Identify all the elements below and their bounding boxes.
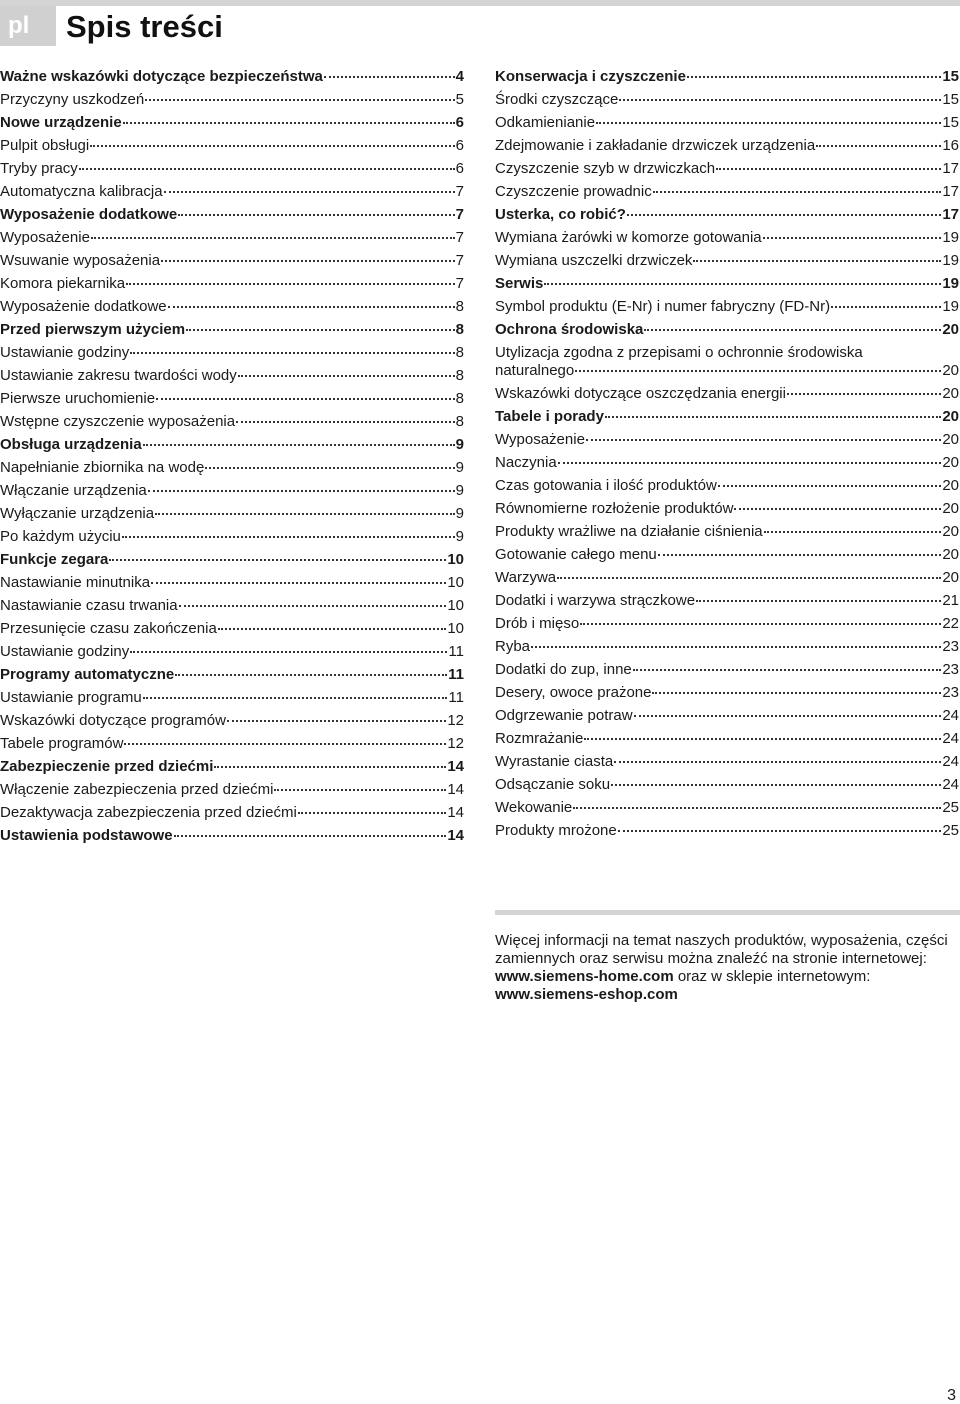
toc-entry[interactable]	[0, 160, 464, 178]
toc-entry-title: Czas gotowania i ilość produktów	[495, 477, 717, 494]
toc-entry-title: Gotowanie całego menu	[495, 546, 657, 563]
toc-leader-dots	[274, 789, 446, 791]
info-paragraph	[495, 932, 950, 1004]
toc-entry[interactable]	[0, 298, 464, 316]
toc-entry[interactable]	[0, 712, 464, 730]
toc-entry[interactable]	[0, 505, 464, 523]
toc-page-number: 23	[942, 638, 959, 655]
toc-entry[interactable]	[495, 477, 959, 495]
toc-entry[interactable]	[0, 68, 464, 86]
toc-leader-dots	[168, 306, 455, 308]
toc-page-number: 20	[942, 454, 959, 471]
toc-page-number: 7	[455, 206, 464, 223]
toc-leader-dots	[90, 145, 454, 147]
toc-leader-dots	[156, 398, 455, 400]
toc-page-number: 8	[455, 390, 464, 407]
toc-page-number: 23	[942, 661, 959, 678]
toc-page-number: 7	[455, 229, 464, 246]
toc-entry[interactable]	[495, 160, 959, 178]
toc-leader-dots	[164, 191, 455, 193]
toc-leader-dots	[653, 191, 942, 193]
toc-entry[interactable]	[495, 799, 959, 817]
toc-entry[interactable]	[495, 684, 959, 702]
toc-leader-dots	[91, 237, 455, 239]
toc-page-number: 24	[942, 753, 959, 770]
toc-entry[interactable]	[495, 385, 959, 403]
toc-leader-dots	[236, 421, 455, 423]
toc-leader-dots	[716, 168, 941, 170]
toc-entry-title: Napełnianie zbiornika na wodę	[0, 459, 205, 476]
toc-entry[interactable]	[0, 735, 464, 753]
toc-entry-title: Wsuwanie wyposażenia	[0, 252, 161, 269]
toc-entry[interactable]	[0, 620, 464, 638]
eshop-link[interactable]: www.siemens-eshop.com	[495, 986, 678, 1003]
toc-entry[interactable]	[495, 500, 959, 518]
toc-leader-dots	[687, 76, 941, 78]
toc-leader-dots	[126, 283, 455, 285]
toc-entry-title: Konserwacja i czyszczenie	[495, 68, 686, 85]
toc-entry-title: Wymiana żarówki w komorze gotowania	[495, 229, 762, 246]
toc-page-number: 14	[447, 804, 464, 821]
toc-entry-title: Odkamienianie	[495, 114, 596, 131]
toc-leader-dots	[143, 697, 448, 699]
toc-entry-title: Wyłączanie urządzenia	[0, 505, 155, 522]
toc-entry[interactable]	[0, 114, 464, 132]
toc-entry[interactable]	[0, 643, 464, 661]
toc-entry-title: Przesunięcie czasu zakończenia	[0, 620, 217, 637]
toc-entry-title: Funkcje zegara	[0, 551, 109, 568]
toc-page-number: 12	[447, 735, 464, 752]
toc-entry-title: Produkty mrożone	[495, 822, 617, 839]
page-number: 3	[947, 1387, 956, 1404]
toc-leader-dots	[573, 807, 941, 809]
toc-page-number: 9	[455, 528, 464, 545]
toc-page-number: 15	[942, 114, 959, 131]
toc-leader-dots	[558, 462, 942, 464]
toc-page-number: 15	[942, 68, 959, 85]
toc-leader-dots	[584, 738, 941, 740]
toc-entry[interactable]	[495, 707, 959, 725]
toc-entry-title: Wyposażenie dodatkowe	[0, 298, 167, 315]
website-link[interactable]: www.siemens-home.com	[495, 968, 674, 985]
info-text: oraz w sklepie internetowym:	[673, 968, 871, 985]
toc-page-number: 6	[455, 160, 464, 177]
toc-page-number: 21	[942, 592, 959, 609]
toc-leader-dots	[148, 490, 455, 492]
toc-leader-dots	[718, 485, 942, 487]
toc-entry[interactable]	[495, 206, 959, 224]
toc-entry[interactable]	[0, 689, 464, 707]
toc-page-number: 15	[942, 91, 959, 108]
toc-page-number: 20	[942, 500, 959, 517]
toc-leader-dots	[174, 835, 447, 837]
toc-entry[interactable]	[495, 91, 959, 109]
toc-leader-dots	[155, 513, 455, 515]
toc-entry-title: Drób i mięso	[495, 615, 580, 632]
toc-leader-dots	[557, 577, 941, 579]
toc-page-number: 19	[942, 275, 959, 292]
toc-leader-dots	[544, 283, 941, 285]
toc-page-number: 20	[942, 321, 959, 338]
toc-entry[interactable]	[0, 758, 464, 776]
toc-page-number: 6	[455, 137, 464, 154]
toc-entry-title: Dodatki do zup, inne	[495, 661, 632, 678]
toc-entry-title: Czyszczenie szyb w drzwiczkach	[495, 160, 716, 177]
toc-leader-dots	[586, 439, 941, 441]
toc-entry[interactable]	[0, 597, 464, 615]
toc-entry[interactable]	[0, 827, 464, 845]
toc-page-number: 19	[942, 252, 959, 269]
toc-entry[interactable]	[0, 666, 464, 684]
toc-entry-title: Nastawianie czasu trwania	[0, 597, 178, 614]
toc-entry[interactable]	[495, 638, 959, 656]
toc-page-number: 22	[942, 615, 959, 632]
toc-entry[interactable]	[0, 367, 464, 385]
toc-entry[interactable]	[495, 321, 959, 339]
toc-page-number: 20	[942, 362, 959, 379]
toc-entry[interactable]	[495, 68, 959, 86]
toc-leader-dots	[124, 743, 446, 745]
toc-column-left	[0, 68, 464, 850]
toc-entry-title: Wskazówki dotyczące oszczędzania energii	[495, 385, 786, 402]
toc-entry[interactable]	[495, 408, 959, 426]
toc-leader-dots	[633, 669, 942, 671]
toc-leader-dots	[596, 122, 941, 124]
toc-page-number: 9	[455, 505, 464, 522]
toc-page-number: 17	[942, 183, 959, 200]
toc-entry-title: Serwis	[495, 275, 544, 292]
toc-entry-title: Wymiana uszczelki drzwiczek	[495, 252, 693, 269]
language-badge: pl	[0, 6, 56, 46]
toc-page-number: 16	[942, 137, 959, 154]
toc-entry-title: Czyszczenie prowadnic	[495, 183, 652, 200]
toc-page-number: 20	[942, 569, 959, 586]
toc-page-number: 9	[455, 482, 464, 499]
toc-entry-title: Wskazówki dotyczące programów	[0, 712, 226, 729]
toc-entry[interactable]	[495, 546, 959, 564]
toc-leader-dots	[143, 444, 455, 446]
toc-page-number: 17	[942, 160, 959, 177]
toc-page-number: 9	[455, 459, 464, 476]
toc-entry-title: Odgrzewanie potraw	[495, 707, 633, 724]
toc-entry-title: Ochrona środowiska	[495, 321, 644, 338]
toc-entry[interactable]	[495, 229, 959, 247]
toc-leader-dots	[531, 646, 941, 648]
toc-entry-title: Ważne wskazówki dotyczące bezpieczeństwa	[0, 68, 323, 85]
toc-leader-dots	[145, 99, 454, 101]
toc-leader-dots	[627, 214, 941, 216]
toc-leader-dots	[644, 329, 941, 331]
toc-entry-title: Wstępne czyszczenie wyposażenia	[0, 413, 236, 430]
toc-leader-dots	[175, 674, 447, 676]
toc-leader-dots	[151, 582, 446, 584]
toc-entry-title: Odsączanie soku	[495, 776, 611, 793]
info-divider	[495, 910, 960, 915]
toc-entry-title: Środki czyszczące	[495, 91, 619, 108]
toc-page-number: 25	[942, 799, 959, 816]
toc-entry-title: Wyrastanie ciasta	[495, 753, 614, 770]
toc-entry-title: Ustawianie godziny	[0, 344, 130, 361]
toc-leader-dots	[186, 329, 455, 331]
toc-entry-title: Pulpit obsługi	[0, 137, 90, 154]
toc-page-number: 17	[942, 206, 959, 223]
toc-entry-title: Przyczyny uszkodzeń	[0, 91, 145, 108]
toc-entry[interactable]	[495, 344, 959, 380]
top-rule	[0, 0, 960, 6]
toc-page-number: 20	[942, 385, 959, 402]
toc-entry[interactable]	[0, 413, 464, 431]
toc-page-number: 24	[942, 707, 959, 724]
toc-entry-title: Dezaktywacja zabezpieczenia przed dziećmi	[0, 804, 297, 821]
toc-entry-title: Włączenie zabezpieczenia przed dziećmi	[0, 781, 274, 798]
toc-leader-dots	[816, 145, 941, 147]
toc-page-number: 14	[447, 781, 464, 798]
toc-entry[interactable]	[0, 551, 464, 569]
toc-entry-title: Ustawienia podstawowe	[0, 827, 173, 844]
toc-page-number: 7	[455, 183, 464, 200]
toc-leader-dots	[161, 260, 455, 262]
toc-entry-line	[495, 362, 959, 380]
toc-leader-dots	[130, 352, 454, 354]
toc-leader-dots	[238, 375, 455, 377]
toc-leader-dots	[605, 416, 941, 418]
toc-entry[interactable]	[495, 776, 959, 794]
toc-entry[interactable]	[495, 661, 959, 679]
toc-leader-dots	[205, 467, 454, 469]
toc-entry[interactable]	[0, 229, 464, 247]
toc-leader-dots	[619, 99, 941, 101]
toc-entry-title: Nowe urządzenie	[0, 114, 122, 131]
toc-entry-title: Rozmrażanie	[495, 730, 584, 747]
toc-entry[interactable]	[0, 804, 464, 822]
toc-column-right	[495, 68, 959, 845]
toc-entry-title: naturalnego	[495, 362, 575, 379]
toc-leader-dots	[580, 623, 941, 625]
toc-page-number: 10	[447, 597, 464, 614]
toc-leader-dots	[652, 692, 941, 694]
toc-entry-title: Dodatki i warzywa strączkowe	[495, 592, 696, 609]
toc-entry[interactable]	[495, 114, 959, 132]
toc-entry-title: Utylizacja zgodna z przepisami o ochronnie środowiska	[495, 344, 863, 361]
toc-entry[interactable]	[495, 753, 959, 771]
toc-entry[interactable]	[495, 137, 959, 155]
toc-entry-title: Równomierne rozłożenie produktów	[495, 500, 734, 517]
toc-entry[interactable]	[0, 459, 464, 477]
toc-page-number: 24	[942, 730, 959, 747]
toc-page-number: 11	[448, 689, 464, 706]
toc-entry-title: Ustawianie godziny	[0, 643, 130, 660]
toc-entry[interactable]	[0, 275, 464, 293]
toc-entry-title: Symbol produktu (E-Nr) i numer fabryczny (FD-Nr)	[495, 298, 831, 315]
toc-leader-dots	[787, 393, 941, 395]
toc-entry-title: Wyposażenie	[495, 431, 585, 448]
toc-entry-title: Automatyczna kalibracja	[0, 183, 163, 200]
toc-leader-dots	[109, 559, 446, 561]
toc-page-number: 20	[942, 408, 959, 425]
toc-leader-dots	[611, 784, 941, 786]
toc-page-number: 8	[455, 298, 464, 315]
toc-entry-title: Tabele programów	[0, 735, 124, 752]
toc-leader-dots	[179, 605, 447, 607]
toc-leader-dots	[218, 628, 447, 630]
toc-page-number: 9	[455, 436, 464, 453]
toc-entry-title: Wyposażenie dodatkowe	[0, 206, 178, 223]
toc-entry[interactable]	[0, 91, 464, 109]
toc-entry[interactable]	[0, 137, 464, 155]
toc-entry-title: Przed pierwszym użyciem	[0, 321, 186, 338]
toc-entry-title: Pierwsze uruchomienie	[0, 390, 156, 407]
toc-entry-title: Wyposażenie	[0, 229, 90, 246]
toc-entry-title: Produkty wrażliwe na działanie ciśnienia	[495, 523, 763, 540]
toc-entry-title: Programy automatyczne	[0, 666, 175, 683]
toc-page-number: 4	[455, 68, 464, 85]
toc-entry[interactable]	[495, 523, 959, 541]
toc-entry[interactable]	[495, 592, 959, 610]
toc-page-number: 25	[942, 822, 959, 839]
toc-entry-title: Tabele i porady	[495, 408, 604, 425]
toc-leader-dots	[122, 536, 455, 538]
toc-leader-dots	[227, 720, 446, 722]
toc-entry-title: Komora piekarnika	[0, 275, 126, 292]
toc-leader-dots	[696, 600, 941, 602]
toc-entry[interactable]	[0, 344, 464, 362]
toc-page-number: 12	[447, 712, 464, 729]
toc-entry-title: Zdejmowanie i zakładanie drzwiczek urządzenia	[495, 137, 816, 154]
toc-entry[interactable]	[0, 206, 464, 224]
toc-page-number: 8	[455, 413, 464, 430]
toc-page-number: 11	[448, 666, 464, 683]
toc-leader-dots	[634, 715, 942, 717]
toc-page-number: 10	[447, 620, 464, 637]
toc-entry-title: Obsługa urządzenia	[0, 436, 142, 453]
toc-entry[interactable]	[0, 183, 464, 201]
toc-entry-title: Ryba	[495, 638, 531, 655]
toc-entry-title: Naczynia	[495, 454, 557, 471]
toc-entry[interactable]	[0, 436, 464, 454]
toc-entry-title: Tryby pracy	[0, 160, 78, 177]
toc-entry[interactable]	[495, 730, 959, 748]
toc-page-number: 19	[942, 229, 959, 246]
toc-entry-title: Desery, owoce prażone	[495, 684, 652, 701]
toc-entry[interactable]	[495, 431, 959, 449]
toc-entry[interactable]	[0, 252, 464, 270]
toc-page-number: 24	[942, 776, 959, 793]
toc-entry[interactable]	[495, 454, 959, 472]
toc-entry[interactable]	[495, 275, 959, 293]
toc-leader-dots	[764, 531, 942, 533]
toc-entry[interactable]	[0, 482, 464, 500]
info-text: Więcej informacji na temat naszych produktów, wyposażenia, części zamiennych oraz serwisu można znaleźć na stronie internetowej:	[495, 932, 948, 967]
toc-page-number: 20	[942, 546, 959, 563]
toc-leader-dots	[123, 122, 455, 124]
toc-page-number: 20	[942, 477, 959, 494]
toc-page-number: 14	[447, 827, 464, 844]
toc-leader-dots	[734, 508, 941, 510]
toc-entry[interactable]	[495, 298, 959, 316]
toc-page-number: 6	[455, 114, 464, 131]
toc-entry[interactable]	[495, 183, 959, 201]
toc-page-number: 8	[455, 344, 464, 361]
toc-entry-title: Zabezpieczenie przed dziećmi	[0, 758, 214, 775]
toc-entry-title: Usterka, co robić?	[495, 206, 626, 223]
toc-page-number: 14	[447, 758, 464, 775]
toc-leader-dots	[130, 651, 447, 653]
toc-page-number: 19	[942, 298, 959, 315]
toc-page-number: 7	[455, 275, 464, 292]
toc-page-number: 8	[455, 321, 464, 338]
toc-leader-dots	[831, 306, 941, 308]
toc-leader-dots	[693, 260, 941, 262]
toc-page-number: 23	[942, 684, 959, 701]
toc-entry[interactable]	[495, 615, 959, 633]
toc-leader-dots	[614, 761, 941, 763]
toc-leader-dots	[178, 214, 454, 216]
toc-entry-title: Ustawianie zakresu twardości wody	[0, 367, 237, 384]
toc-entry[interactable]	[0, 321, 464, 339]
toc-leader-dots	[763, 237, 942, 239]
toc-entry-title: Nastawianie minutnika	[0, 574, 151, 591]
toc-page-number: 8	[455, 367, 464, 384]
toc-entry-title: Ustawianie programu	[0, 689, 142, 706]
toc-page-number: 5	[455, 91, 464, 108]
toc-page-number: 20	[942, 431, 959, 448]
toc-page-number: 10	[447, 551, 464, 568]
toc-entry[interactable]	[495, 252, 959, 270]
toc-entry[interactable]	[495, 569, 959, 587]
toc-leader-dots	[658, 554, 942, 556]
toc-entry-title: Wekowanie	[495, 799, 573, 816]
toc-page-number: 7	[455, 252, 464, 269]
toc-page-number: 11	[448, 643, 464, 660]
toc-entry[interactable]	[0, 528, 464, 546]
toc-leader-dots	[79, 168, 455, 170]
toc-entry[interactable]	[495, 822, 959, 840]
toc-entry[interactable]	[0, 781, 464, 799]
toc-leader-dots	[298, 812, 447, 814]
toc-entry[interactable]	[0, 390, 464, 408]
toc-leader-dots	[214, 766, 446, 768]
toc-page-number: 20	[942, 523, 959, 540]
toc-entry-title: Warzywa	[495, 569, 557, 586]
toc-leader-dots	[324, 76, 455, 78]
toc-entry-title: Włączanie urządzenia	[0, 482, 147, 499]
page-title: Spis treści	[66, 9, 223, 44]
toc-leader-dots	[575, 370, 941, 372]
toc-page-number: 10	[447, 574, 464, 591]
toc-leader-dots	[618, 830, 942, 832]
toc-entry[interactable]	[0, 574, 464, 592]
toc-entry-title: Po każdym użyciu	[0, 528, 121, 545]
